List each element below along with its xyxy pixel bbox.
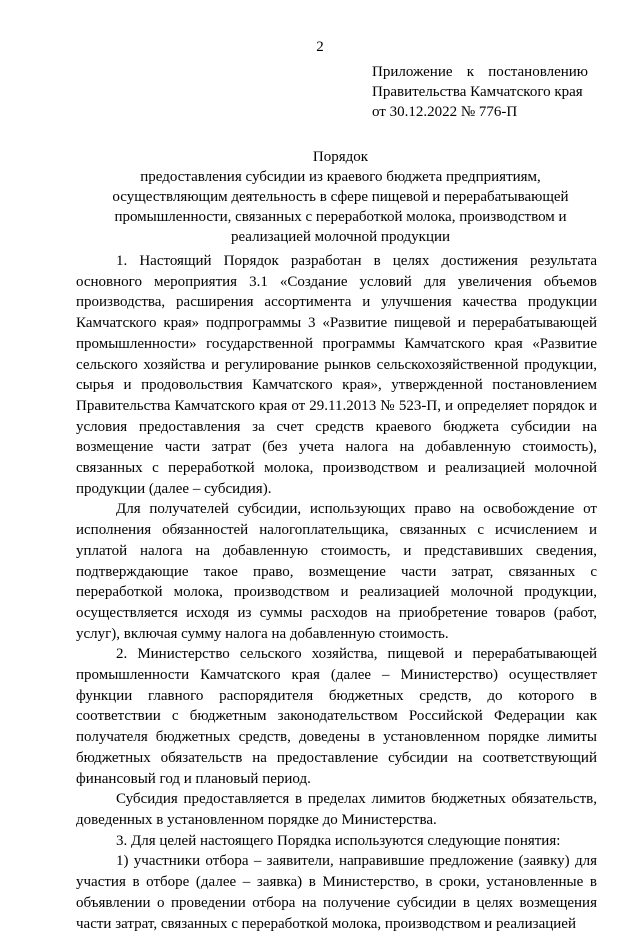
title-line: осуществляющим деятельность в сфере пищевой и перерабатывающей [112, 189, 569, 205]
page-number: 2 [316, 39, 324, 55]
appendix-header [372, 62, 588, 122]
paragraph: 2. Министерство сельского хозяйства, пищевой и перерабатывающей промышленности Камчатского края (далее – Министерство) осуществляет функции главного распорядителя бюджетных средств, до которого в соответствии с бюджетным законодательством Российской Федерации как получателя бюджетных средств, доведены в установленном порядке лимиты бюджетных обязательств на предоставление субсидии на соответствующий финансовый год и плановый период. [76, 646, 597, 787]
appendix-line: Приложение к постановлению [372, 64, 588, 80]
document-body [76, 251, 597, 934]
paragraph: Для получателей субсидии, использующих право на освобождение от исполнения обязанностей налогоплательщика, связанных с исчислением и уплатой налога на добавленную стоимость, и представивших сведения, подтверждающие такое право, возмещение части затрат, связанных с переработкой молока, производством и реализацией молочной продукции, осуществляется исходя из суммы расходов на приобретение товаров (работ, услуг), включая сумму налога на добавленную стоимость. [76, 501, 597, 642]
title-line: реализацией молочной продукции [230, 229, 451, 245]
paragraph: 3. Для целей настоящего Порядка используются следующие понятия: [116, 832, 561, 849]
appendix-line: Правительства Камчатского края [372, 84, 583, 100]
paragraph: 1. Настоящий Порядок разработан в целях достижения результата основного мероприятия 3.1 «Создание условий для увеличения объемов производства, расширения ассортимента и улучшения качества продукции Камчатского края» подпрограммы 3 «Развитие пищевой и перерабатывающей промышленности» государственной программы Камчатского края «Развитие сельского хозяйства и регулирование рынков сельскохозяйственной продукции, сырья и продовольствия Камчатского края», утвержденной постановлением Правительства Камчатского края от 29.11.2013 № 523-П, и определяет порядок и условия предоставления за счет средств краевого бюджета субсидии на возмещение части затрат (без учета налога на добавленную стоимость), связанных с переработкой молока, производством и реализацией молочной продукции (далее – субсидия). [76, 253, 597, 497]
title-line: Порядок [312, 149, 369, 165]
appendix-line: от 30.12.2022 № 776-П [372, 104, 518, 120]
paragraph: 1) участники отбора – заявители, направившие предложение (заявку) для участия в отборе (далее – заявка) в Министерство, в сроки, установленные в объявлении о проведении отбора на получение субсидии в целях возмещения части затрат, связанных с переработкой молока, производством и реализацией [76, 853, 597, 932]
paragraph: Субсидия предоставляется в пределах лимитов бюджетных обязательств, доведенных в установленном порядке до Министерства. [76, 791, 597, 828]
document-title [92, 147, 589, 247]
title-line: промышленности, связанных с переработкой молока, производством и [114, 209, 567, 225]
title-line: предоставления субсидии из краевого бюджета предприятиям, [140, 169, 541, 185]
